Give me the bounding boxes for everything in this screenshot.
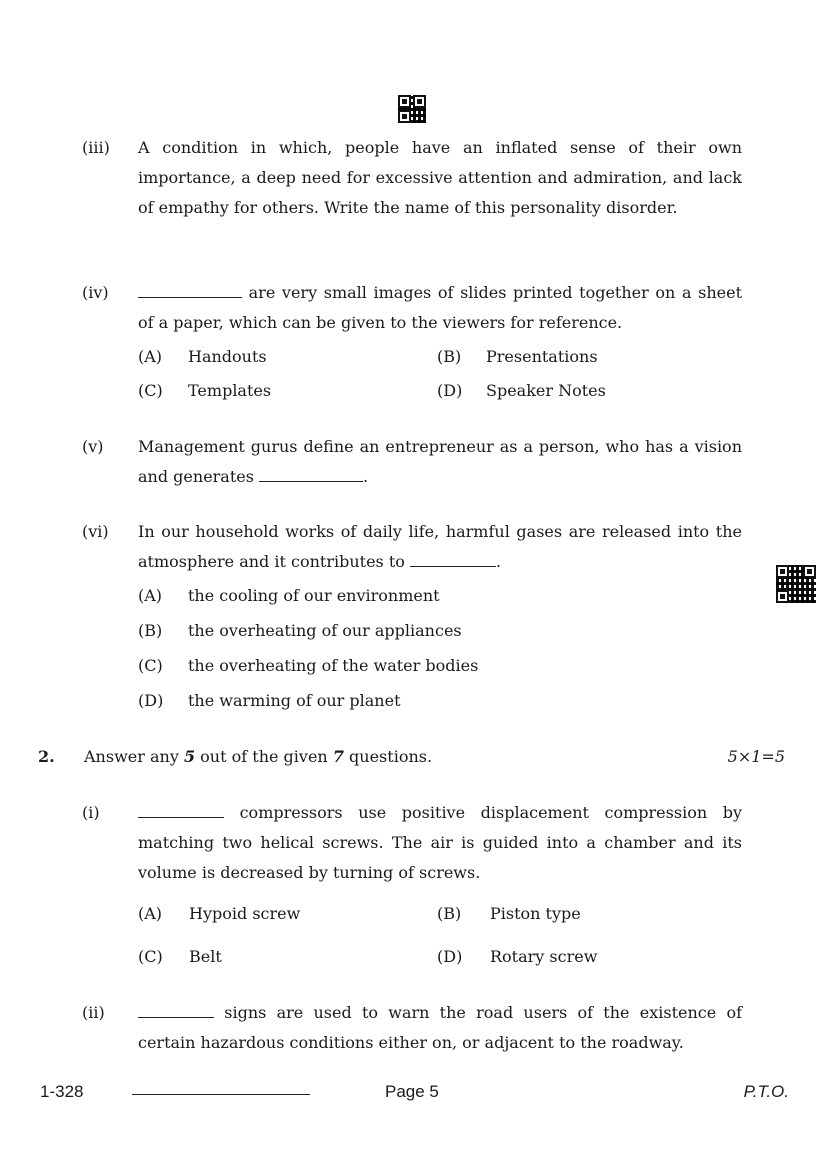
question-text: signs are used to warn the road users of the existence of certain hazardous conditions either on, or adjacent to the roadway. xyxy=(138,1003,742,1052)
footer-rule xyxy=(132,1094,310,1095)
question-number: (vi) xyxy=(82,522,109,541)
answer-blank xyxy=(410,565,496,567)
option-label: (D) xyxy=(138,691,164,710)
option-text: Presentations xyxy=(486,347,598,366)
page-number: Page 5 xyxy=(385,1082,439,1101)
option-label: (C) xyxy=(138,656,163,675)
option-label: (D) xyxy=(437,947,463,966)
option-label: (A) xyxy=(138,586,163,605)
option-text: the warming of our planet xyxy=(188,691,401,710)
option-label: (A) xyxy=(138,347,163,366)
qr-code-top xyxy=(398,95,426,123)
option-label: (A) xyxy=(138,904,163,923)
answer-blank xyxy=(259,480,363,482)
section-number: 2. xyxy=(38,747,55,766)
option-text: Rotary screw xyxy=(490,947,598,966)
option-label: (C) xyxy=(138,947,163,966)
option-text: Templates xyxy=(188,381,272,400)
option-text: Handouts xyxy=(188,347,267,366)
paper-code: 1-328 xyxy=(40,1082,84,1101)
option-label: (B) xyxy=(437,904,462,923)
section-instruction: Answer any 5 out of the given 7 questions. xyxy=(84,747,433,766)
option-label: (C) xyxy=(138,381,163,400)
question-number: (ii) xyxy=(82,1003,105,1022)
option-text: the cooling of our environment xyxy=(188,586,440,605)
question-number: (iii) xyxy=(82,138,110,157)
option-label: (B) xyxy=(138,621,163,640)
question-text: are very small images of slides printed together on a sheet of a paper, which can be given to the viewers for reference. xyxy=(138,283,742,332)
option-text: Belt xyxy=(189,947,222,966)
question-text: compressors use positive displacement compression by matching two helical screws. The air is guided into a chamber and its volume is decreased by turning of screws. xyxy=(138,803,742,882)
option-text: the overheating of the water bodies xyxy=(188,656,479,675)
option-text: Speaker Notes xyxy=(486,381,606,400)
question-number: (v) xyxy=(82,437,104,456)
answer-blank xyxy=(138,816,224,818)
answer-blank xyxy=(138,1016,214,1018)
option-label: (B) xyxy=(437,347,462,366)
option-text: the overheating of our appliances xyxy=(188,621,462,640)
option-text: Piston type xyxy=(490,904,581,923)
option-label: (D) xyxy=(437,381,463,400)
section-marks: 5×1=5 xyxy=(727,747,785,766)
qr-code-side xyxy=(776,565,816,603)
question-text: Management gurus define an entrepreneur as a person, who has a vision and generates . xyxy=(138,437,742,486)
question-number: (iv) xyxy=(82,283,109,302)
question-text: A condition in which, people have an inflated sense of their own importance, a deep need for excessive attention and admiration, and lack of empathy for others. Write the name of this personality disorder. xyxy=(138,138,742,217)
option-text: Hypoid screw xyxy=(189,904,301,923)
question-text: In our household works of daily life, harmful gases are released into the atmosphere and it contributes to . xyxy=(138,522,742,571)
pto-label: P.T.O. xyxy=(743,1082,789,1101)
answer-blank xyxy=(138,296,242,298)
question-number: (i) xyxy=(82,803,100,822)
